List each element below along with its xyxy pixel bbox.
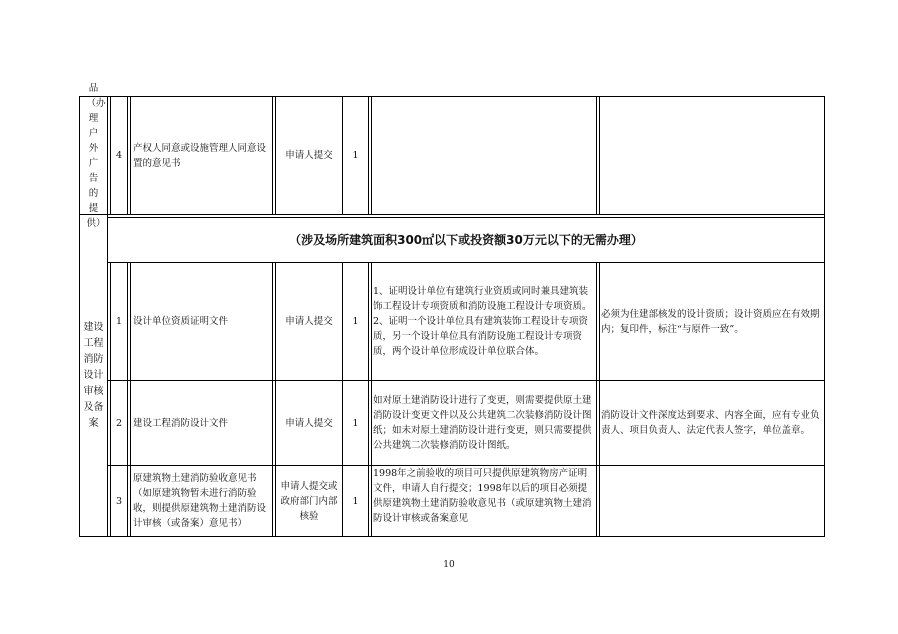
row-1-note: 必须为住建部核发的设计资质；设计资质应在有效期内；复印件，标注“与原件一致”。	[601, 308, 820, 335]
page-number: 10	[443, 560, 455, 570]
row-3-requirement: 1998年之前验收的项目可只提供原建筑物房产证明文件，申请人自行提交；1998年以后的项目必须提供原建筑物土建消防验收意见书（或原建筑物土建消防设计审核或备案意见	[373, 468, 592, 524]
row-2-copies: 1	[352, 417, 359, 429]
row-2-note: 消防设计文件深度达到要求、内容全面，应有专业负责人、项目负责人、法定代表人签字，单位盖章。	[601, 410, 820, 436]
row-a-material: 产权人同意或设施管理人同意设置的意见书	[133, 142, 267, 169]
row-3-material: 原建筑物土建消防验收意见书（如原建筑物暂未进行消防验收，则提供原建筑物土建消防设计审核（或备案）意见书）	[133, 473, 267, 529]
row-3-note	[600, 466, 824, 536]
row-2-number: 2	[115, 417, 123, 429]
row-1-material: 设计单位资质证明文件	[133, 316, 229, 327]
row-1-number: 1	[115, 316, 123, 327]
row-1-requirement: 1、证明设计单位有建筑行业资质或同时兼具建筑装饰工程设计专项资质和消防设施工程设计专项资质。2、证明一个设计单位具有建筑装饰工程设计专项资质，另一个设计单位具有消防设施工程设计专项资质，两个设计单位形成设计单位联合体。	[373, 286, 592, 357]
row-2-material: 建设工程消防设计文件	[133, 417, 229, 429]
row-3-source: 申请人提交或政府部门内部核验	[280, 480, 338, 522]
row-1-copies: 1	[352, 316, 359, 327]
row-a-copies: 1	[352, 150, 359, 161]
row-a-requirement	[372, 97, 596, 214]
category-cell-a: 品（办理户外广告的提供）	[86, 82, 106, 229]
row-2-source: 申请人提交	[285, 417, 333, 429]
row-3-copies: 1	[352, 495, 359, 507]
row-a-note	[600, 97, 824, 214]
row-a-source: 申请人提交	[285, 150, 333, 161]
row-a-number: 4	[115, 150, 123, 161]
row-1-source: 申请人提交	[285, 316, 333, 327]
row-2-requirement: 如对原土建消防设计进行了变更，则需要提供原土建消防设计变更文件以及公共建筑二次装修消防设计图纸；如未对原土建消防设计进行变更，则只需要提供公共建筑二次装修消防设计图纸。	[373, 395, 592, 451]
section-header: （涉及场所建筑面积300㎡以下或投资额30万元以下的无需办理）	[289, 232, 643, 247]
section-category: 建设工程消防设计审核及备案	[83, 321, 104, 429]
row-3-number: 3	[115, 495, 123, 507]
